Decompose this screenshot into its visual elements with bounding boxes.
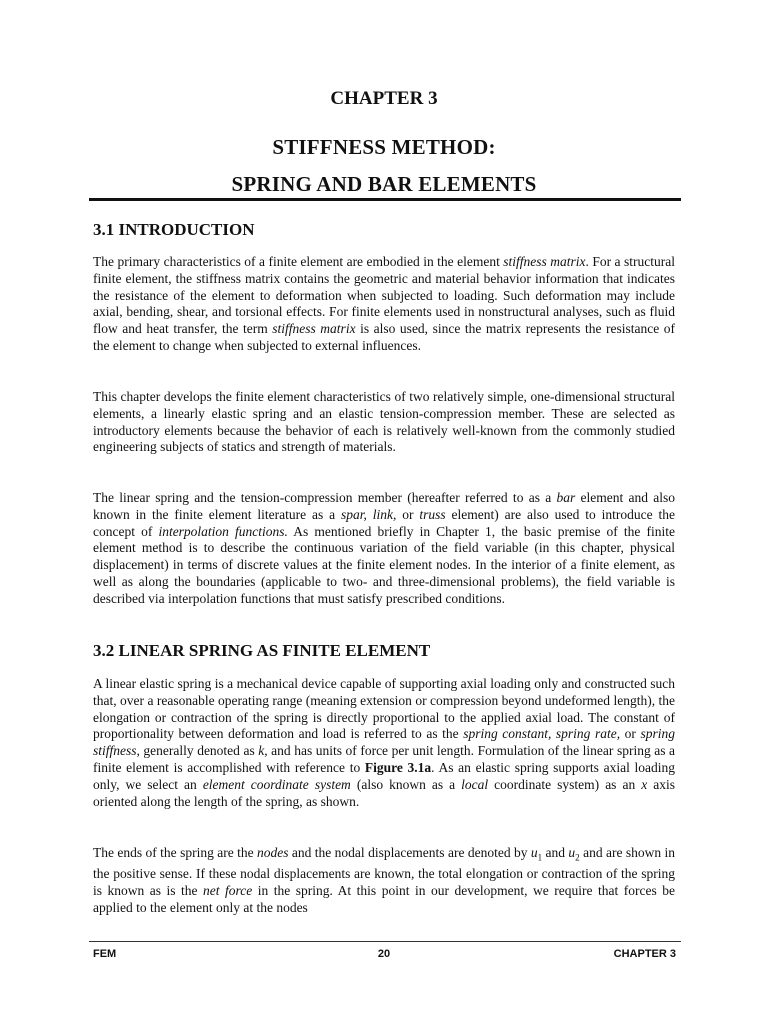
- section-heading-introduction: 3.1 INTRODUCTION: [93, 220, 255, 239]
- chapter-label: CHAPTER 3: [330, 88, 438, 109]
- page-number: 20: [377, 948, 391, 960]
- chapter-title-line-1: STIFFNESS METHOD:: [272, 135, 496, 159]
- footer-left-label: FEM: [93, 948, 117, 960]
- intro-paragraph-1: The primary characteristics of a finite element are embodied in the element stiffness matrix. For a structural finite element, the stiffness matrix contains the geometric and material behavior information that indicates the resistance of the element to deformation when subjected to loading. Such deformation may include axial, bending, shear, and torsional effects. For finite elements used in nonstructural analyses, such as fluid flow and heat transfer, the term stiffness matrix is also used, since the matrix represents the resistance of the element to change when subjected to external influences.: [93, 254, 675, 353]
- intro-paragraph-2: This chapter develops the finite element characteristics of two relatively simple, one-dimensional structural elements, a linearly elastic spring and an elastic tension-compression member. These are selected as introductory elements because the behavior of each is relatively well-known from the commonly studied engineering subjects of statics and strength of materials.: [93, 389, 675, 455]
- chapter-title-line-2: SPRING AND BAR ELEMENTS: [231, 172, 537, 196]
- spring-paragraph-2: The ends of the spring are the nodes and the nodal displacements are denoted by $u_1$ and $u_2$ and are shown in the positive sense. If these nodal displacements are known, the total elongation or contraction of the spring is known as is the net force in the spring. At this point in our development, we require that forces be applied to the element only at the nodes: [93, 845, 676, 916]
- spring-paragraph-1: A linear elastic spring is a mechanical device capable of supporting axial loading only and constructed such that, over a reasonable operating range (meaning extension or compression beyond undeformed length), the elongation or contraction of the spring is directly proportional to the applied axial load. The constant of proportionality between deformation and load is referred to as the spring constant, spring rate, or spring stiffness, generally denoted as k, and has units of force per unit length. Formulation of the linear spring as a finite element is accomplished with reference to Figure 3.1a. As an elastic spring supports axial loading only, we select an element coordinate system (also known as a local coordinate system) as an x axis oriented along the length of the spring, as shown.: [93, 676, 676, 809]
- section-heading-linear-spring: 3.2 LINEAR SPRING AS FINITE ELEMENT: [93, 641, 431, 660]
- footer-divider: [89, 941, 681, 942]
- intro-paragraph-3: The linear spring and the tension-compression member (hereafter referred to as a bar element and also known in the finite element literature as a spar, link, or truss element) are also used to introduce the concept of interpolation functions. As mentioned briefly in Chapter 1, the basic premise of the finite element method is to describe the continuous variation of the field variable (in this chapter, physical displacement) in terms of discrete values at the finite element nodes. In the interior of a finite element, as well as along the boundaries (applicable to two- and three-dimensional problems), the field variable is described via interpolation functions that must satisfy prescribed conditions.: [93, 490, 675, 606]
- title-divider: [89, 198, 681, 201]
- footer-right-label: CHAPTER 3: [613, 948, 676, 960]
